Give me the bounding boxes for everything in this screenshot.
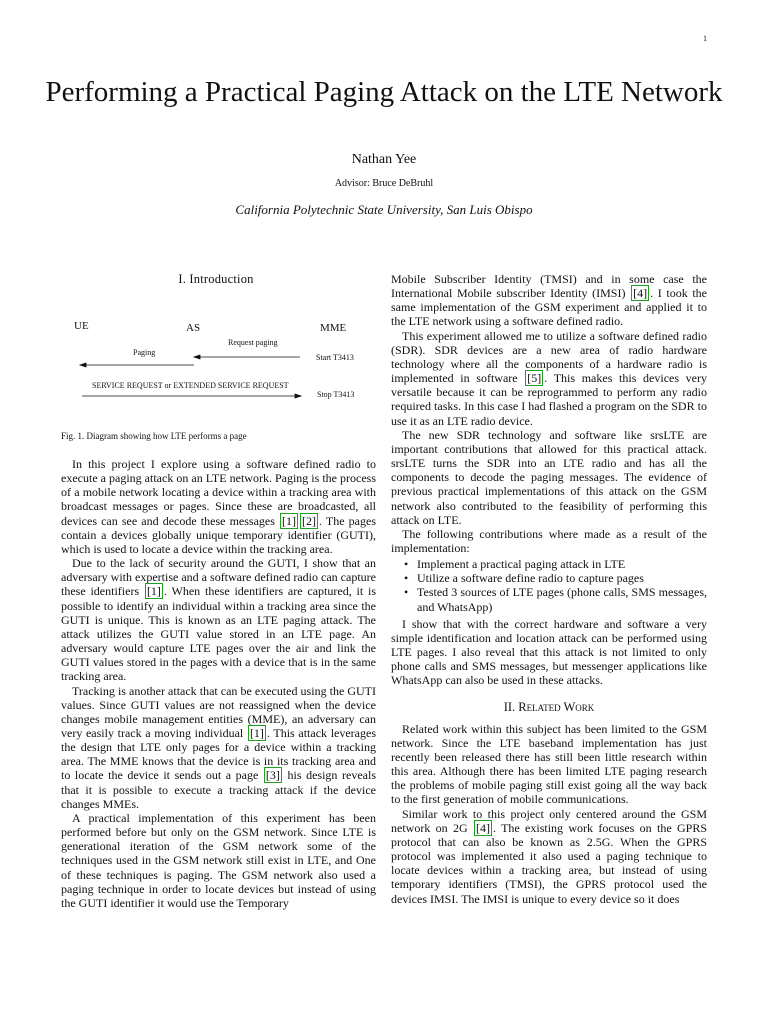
intro-paragraph-1: In this project I explore using a software defined radio to execute a paging attack on an LTE network. Paging is the process of a mobile network locating a device within a tracking area with broadcast messages or pages. Since these are broadcasted, all devices can see and decode these messages [1] [2] . The pages contain a devices globally unique temporary identifier (GUTI), which is used to locate a device within the tracking area. [61, 457, 376, 556]
citation-link[interactable]: [5] [527, 371, 542, 386]
list-item: • Utilize a software define radio to capture pages [404, 571, 644, 586]
intro-paragraph-4: A practical implementation of this experiment has been performed before but only on the GSM network. Since LTE is generational iteration of the GSM network some of the techniques used in the GSM network still exist in LTE, and One of these techniques is paging. The GSM network also used a paging technique in order to locate devices but instead of using the GUTI identifier it would use the Temporary [61, 810, 376, 910]
diagram-label-service-request: SERVICE REQUEST or EXTENDED SERVICE REQUEST [92, 381, 289, 390]
bullet-icon: • [404, 571, 409, 586]
affiliation: California Polytechnic State University, San Luis Obispo [235, 202, 533, 217]
intro-paragraph-6: The new SDR technology and software like srsLTE are important contributions that allowed for this practical attack. srsLTE turns the SDR into an LTE radio and has all the components to decode the paging messages. The evidence of previous practical implementations of this attack on the GSM network also contributed to the feasibility of performing this attack on LTE. [391, 427, 707, 527]
citation-link[interactable]: [1] [249, 725, 264, 740]
section-heading-introduction: I. Introduction [178, 272, 254, 286]
section-heading-related-work: II. Related Work [503, 699, 595, 714]
list-item: • Tested 3 sources of LTE pages (phone calls, SMS messages, and WhatsApp) [404, 585, 707, 614]
paging-diagram [66, 316, 366, 416]
left-column [61, 457, 376, 910]
bullet-icon: • [404, 557, 409, 572]
figure-caption: Fig. 1. Diagram showing how LTE performs a page [61, 431, 247, 441]
intro-paragraph-3: Tracking is another attack that can be executed using the GUTI values. Since GUTI values are not reassigned when the device changes mobile management entities (MME), an adversary can very easily track a moving individual [1] . This attack leverages the design that LTE only pages for a device within a tracking area. The MME knows that the device is in its tracking area and to locate the device it sends out a page [3] his design reveals that it is possible to execute a tracking attack if the device changes MMEs. [61, 683, 377, 811]
advisor-line: Advisor: Bruce DeBruhl [334, 178, 434, 189]
diagram-label-start-timer: Start T3413 [316, 353, 354, 362]
citation-link[interactable]: [1] [282, 513, 297, 528]
intro-paragraph-2: Due to the lack of security around the GUTI, I show that an adversary with expertise and a software defined radio can capture these identifiers [1] . When these identifiers are captured, it is possible to identify an individual within a tracking area since the GUTI is unique. This is known as an LTE paging attack. The attack utilizes the GUTI value stored in an LTE page. An adversary would capture LTE pages over the air and link the GUTI values stored in the pages with a device that is in the same tracking area. [61, 556, 376, 684]
list-item: • Implement a practical paging attack in LTE [404, 557, 626, 572]
diagram-label-mme: MME [320, 322, 347, 334]
diagram-label-stop-timer: Stop T3413 [317, 390, 355, 399]
related-paragraph-1: Related work within this subject has been limited to the GSM network. Since the LTE baseband implementation has just recently been released there has still been little research within this area. Although there has been limited LTE paging research the problems of mobile paging still exist going all the way back to the first generation of mobile communications. [391, 721, 707, 807]
diagram-label-paging: Paging [133, 348, 156, 357]
diagram-label-as: AS [186, 322, 201, 334]
diagram-label-ue: UE [74, 320, 89, 332]
related-paragraph-2: Similar work to this project only centered around the GSM network on 2G [4] . The existing work focuses on the GPRS protocol that can also be known as 2.5G. When the GPRS protocol was implemented it also used a paging technique to locate devices within a tracking area, but instead of using temporary identifiers (TMSI), the GPRS protocol used the devices IMSI. The IMSI is unique to every device so it does [391, 806, 707, 906]
intro-paragraph-5: This experiment allowed me to utilize a software defined radio (SDR). SDR devices are a new area of radio hardware technology where all the components of a hardware radio is implemented in software [5] . This makes this devices very versatile because it can be reprogrammed to perform any radio required tasks. In this case I had flashed a program on the SDR to use it as an LTE radio device. [391, 328, 707, 428]
diagram-label-request-paging: Request paging [228, 338, 278, 347]
diagram-arrows [66, 316, 366, 416]
citation-link[interactable]: [4] [475, 820, 490, 835]
intro-paragraph-4-continued: Mobile Subscriber Identity (TMSI) and in some case the International Mobile subscriber Identity (IMSI) [4] . I took the same implementation of the GSM experiment and applied it to the LTE network using a software defined radio. [391, 272, 707, 329]
citation-link[interactable]: [3] [265, 768, 280, 783]
citation-link[interactable]: [1] [146, 584, 161, 599]
page-number: 1 [703, 34, 707, 43]
paper-title: Performing a Practical Paging Attack on the LTE Network [45, 76, 723, 108]
bullet-icon: • [404, 585, 409, 600]
citation-link[interactable]: [2] [302, 513, 317, 528]
right-column [391, 272, 707, 906]
intro-paragraph-7: The following contributions where made as a result of the implementation: [391, 526, 707, 555]
author-name: Nathan Yee [351, 152, 417, 167]
citation-link[interactable]: [4] [633, 286, 648, 301]
intro-paragraph-8: I show that with the correct hardware and software a very simple identification and location attack can be performed using LTE pages. I also reveal that this attack is not limited to only phone calls and SMS messages, but messenger applications like WhatsApp can also be used in these attacks. [391, 616, 707, 688]
contributions-list [391, 557, 707, 614]
